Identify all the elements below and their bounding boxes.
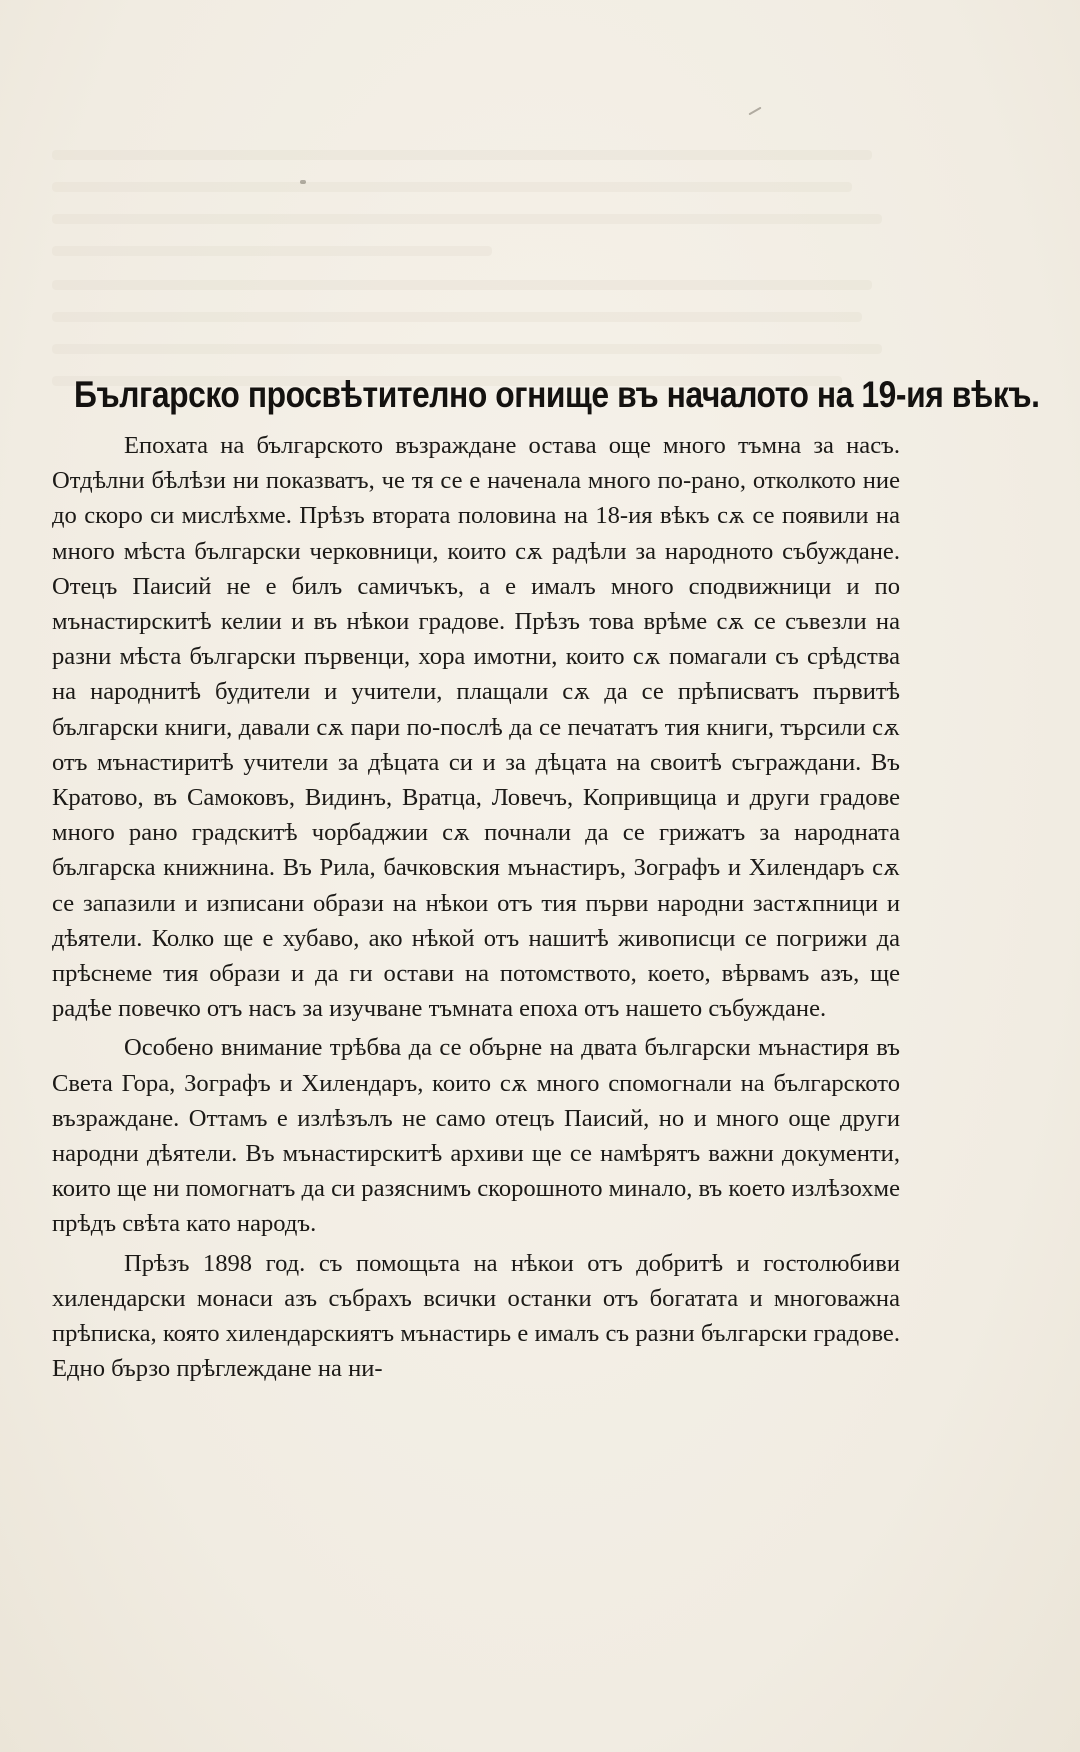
- paragraph: Епохата на българското възраждане остава още много тъмна за насъ. Отдѣлни бѣлѣзи ни показватъ, че тя се е наченала много по-рано, отколкото ние до скоро си мислѣхме. Прѣзъ втората половина на 18-ия вѣкъ сѫ се появили на много мѣста български черковници, които сѫ радѣли за народното събуждане. Отецъ Паисий не е билъ самичъкъ, а е ималъ много сподвижници и по мънастирскитѣ келии и въ нѣкои градове. Прѣзъ това врѣме сѫ се съвезли на разни мѣста български първенци, хора имотни, които сѫ помагали съ срѣдства на народнитѣ будители и учители, плащали сѫ да се прѣписватъ първитѣ български книги, давали сѫ пари по-послѣ да се печататъ тия книги, търсили сѫ отъ мънастиритѣ учители за дѣцата си и за дѣцата на своитѣ съграждани. Въ Кратово, въ Самоковъ, Видинъ, Вратца, Ловечъ, Копривщица и други градове много рано градскитѣ чорбаджии сѫ почнали да се грижатъ за народната българска книжнина. Въ Рила, бачковския мънастиръ, Зографъ и Хилендаръ сѫ се запазили и изписани образи на нѣкои отъ тия първи народни застѫпници и дѣятели. Колко ще е хубаво, ако нѣкой отъ нашитѣ живописци се погрижи да прѣснеме тия образи и да ги остави на потомството, което, вѣрвамъ азъ, ще радѣе повечко отъ насъ за изучване тъмната епоха отъ нашето събуждане.: [52, 432, 900, 1023]
- article-body: [52, 428, 900, 1390]
- article-title: Българско просвѣтително огнище въ началото на 19-ия вѣкъ.: [74, 373, 1040, 415]
- paragraph: Прѣзъ 1898 год. съ помощьта на нѣкои отъ добритѣ и гостолюбиви хилендарски монаси азъ събрахъ всички останки отъ богатата и многоважна прѣписка, която хилендарскиятъ мънастирь е ималъ съ разни български градове. Едно бързо прѣглеждане на ни-: [52, 1249, 900, 1383]
- paragraph: Особено внимание трѣбва да се обърне на двата български мънастиря въ Света Гора, Зографъ и Хилендаръ, които сѫ много спомогнали на българското възраждане. Оттамъ е излѣзълъ не само отецъ Паисий, но и много още други народни дѣятели. Въ мънастирскитѣ архиви ще се намѣрятъ важни документи, които ще ни помогнатъ да си разяснимъ скорошното минало, въ което излѣзохме прѣдъ свѣта като народъ.: [52, 1034, 901, 1238]
- ink-speck: [748, 107, 761, 116]
- ink-speck: [300, 180, 306, 184]
